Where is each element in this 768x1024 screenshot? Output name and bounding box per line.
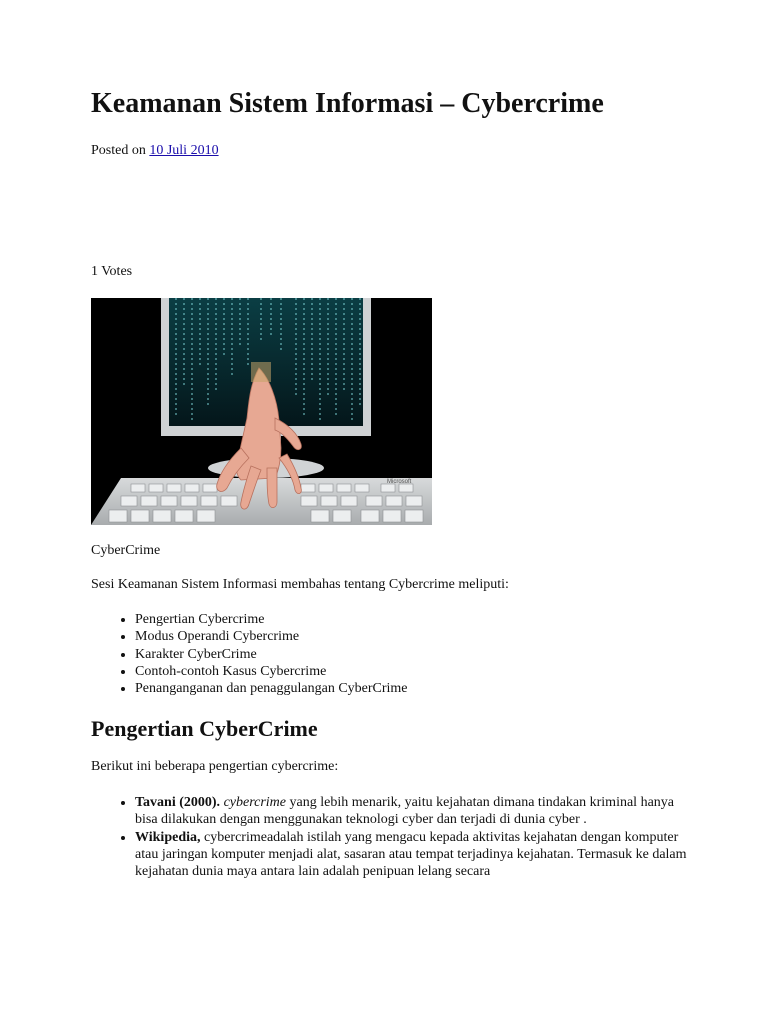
definitions-list — [91, 794, 695, 880]
definition-text: yang lebih menarik, yaitu kejahatan dimana tindakan kriminal hanya bisa dilakukan dengan menggunakan teknologi cyber dan terjadi di dunia cyber . — [135, 795, 674, 828]
votes-count: 1 Votes — [91, 264, 133, 279]
definition-item — [135, 794, 695, 829]
posted-prefix: Posted on — [91, 143, 146, 158]
intro-text: Sesi Keamanan Sistem Informasi membahas tentang Cybercrime meliputi: — [91, 577, 509, 592]
definition-term: cybercrime — [223, 795, 287, 810]
cybercrime-image — [91, 298, 432, 525]
list-item: • Modus Operandi Cybercrime — [135, 628, 408, 645]
topics-list — [91, 611, 408, 697]
list-item: • Contoh-contoh Kasus Cybercrime — [135, 663, 408, 680]
image-caption: CyberCrime — [91, 543, 161, 558]
list-item: • Penanganganan dan penaggulangan CyberCrime — [135, 680, 408, 697]
definition-item — [135, 829, 695, 881]
section-intro: Berikut ini beberapa pengertian cybercrime: — [91, 759, 339, 774]
definition-source: Wikipedia, — [135, 829, 201, 845]
definition-text: cybercrimeadalah istilah yang mengacu kepada aktivitas kejahatan dengan komputer atau jaringan komputer menjadi alat, sasaran atau tempat terjadinya kejahatan. Termasuk ke dalam kejahatan dunia maya antara lain adalah penipuan lelang secara — [135, 829, 687, 880]
section-heading: Pengertian CyberCrime — [91, 716, 318, 741]
post-date-link[interactable]: 10 Juli 2010 — [149, 143, 219, 158]
article-title: Keamanan Sistem Informasi – Cybercrime — [91, 88, 604, 119]
definition-source: Tavani (2000). — [135, 795, 221, 810]
list-item: • Karakter CyberCrime — [135, 646, 408, 663]
cybercrime-illustration — [91, 298, 432, 525]
list-item: • Pengertian Cybercrime — [135, 611, 408, 628]
keyboard-brand: Microsoft — [387, 479, 412, 485]
post-meta — [91, 143, 219, 159]
